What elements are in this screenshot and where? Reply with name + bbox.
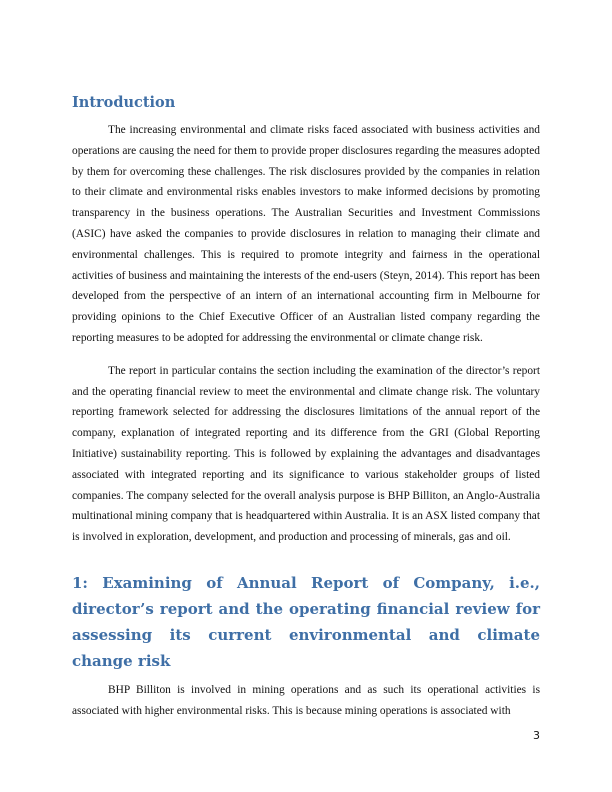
page-content	[72, 92, 540, 722]
section-1-heading: 1: Examining of Annual Report of Company, i.e., director’s report and the operating financial review for assessing its current environmental and climate change risk	[72, 573, 540, 670]
introduction-heading: Introduction	[72, 94, 176, 111]
section-1-paragraph: BHP Billiton is involved in mining operations and as such its operational activities is associated with higher environmental risks. This is because mining operations is associated with	[72, 683, 540, 717]
page-number: 3	[533, 729, 540, 742]
introduction-paragraph-1: The increasing environmental and climate risks faced associated with business activities and operations are causing the need for them to provide proper disclosures regarding the measures adopted by them for overcoming these challenges. The risk disclosures provided by the companies in relation to their climate and environmental risks enables investors to make informed decisions by promoting transparency in the business operations. The Australian Securities and Investment Commissions (ASIC) have asked the companies to provide disclosures in relation to managing their climate and environmental challenges. This is required to promote integrity and fairness in the operational activities of business and maintaining the interests of the end-users (Steyn, 2014). This report has been developed from the perspective of an intern of an international accounting firm in Melbourne for providing opinions to the Chief Executive Officer of an Australian listed company regarding the reporting measures to be adopted for addressing the environmental or climate change risk.	[72, 124, 540, 344]
introduction-paragraph-2: The report in particular contains the section including the examination of the director’s report and the operating financial review to meet the environmental and climate change risk. The voluntary reporting framework selected for addressing the disclosures limitations of the annual report of the company, explanation of integrated reporting and its difference from the GRI (Global Reporting Initiative) sustainability reporting. This is followed by explaining the advantages and disadvantages associated with integrated reporting and its significance to various stakeholder groups of listed companies. The company selected for the overall analysis purpose is BHP Billiton, an Anglo-Australia multinational mining company that is headquartered within Australia. It is an ASX listed company that is involved in exploration, development, and production and processing of minerals, gas and oil.	[72, 364, 540, 544]
